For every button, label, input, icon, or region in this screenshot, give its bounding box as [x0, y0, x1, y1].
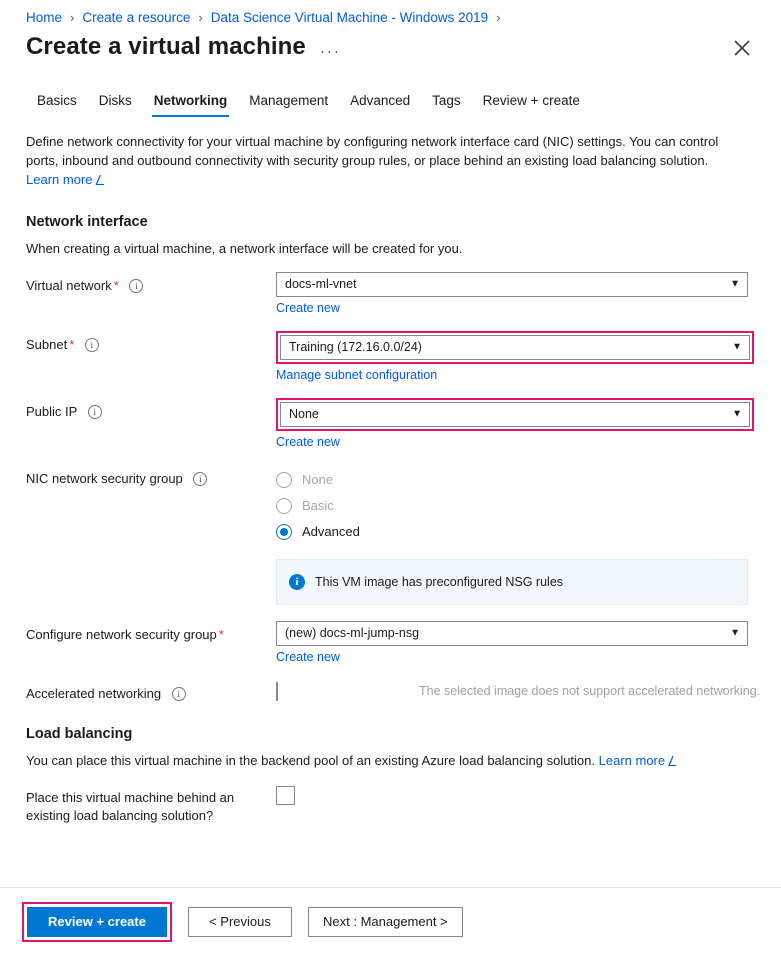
breadcrumb-separator: ›	[496, 10, 501, 25]
info-icon[interactable]: i	[193, 472, 207, 486]
tab-tags[interactable]: Tags	[432, 93, 461, 108]
public-ip-label-text: Public IP	[26, 403, 78, 419]
info-icon[interactable]: i	[88, 405, 102, 419]
place-behind-lb-checkbox[interactable]	[276, 786, 295, 805]
tab-review-create[interactable]: Review + create	[482, 93, 580, 108]
external-link-icon[interactable]: ⎳	[95, 174, 105, 186]
page-title: Create a virtual machine	[26, 33, 306, 60]
public-ip-create-new-wrap	[276, 435, 755, 449]
tab-bar	[0, 87, 781, 117]
radio-icon	[276, 498, 292, 514]
review-create-button[interactable]: Review + create	[27, 907, 167, 937]
footer-action-bar	[0, 887, 781, 955]
subnet-field	[276, 331, 755, 382]
virtual-network-label	[26, 272, 276, 295]
place-behind-lb-label: Place this virtual machine behind an existing load balancing solution?	[26, 790, 235, 823]
chevron-down-icon: ▼	[732, 341, 742, 353]
breadcrumb-separator: ›	[70, 10, 75, 25]
accelerated-networking-label-text: Accelerated networking	[26, 685, 162, 701]
chevron-down-icon: ▼	[732, 408, 742, 420]
virtual-network-create-new-wrap	[276, 301, 755, 315]
subnet-select[interactable]	[280, 335, 750, 360]
review-create-highlight	[22, 902, 172, 942]
configure-nsg-row	[26, 621, 755, 664]
accelerated-networking-note: The selected image does not support accelerated networking.	[419, 683, 761, 698]
nic-nsg-radio-group	[276, 465, 755, 545]
place-behind-lb-row	[26, 784, 755, 824]
more-options-button[interactable]: ···	[319, 42, 341, 60]
nic-nsg-option-advanced[interactable]	[276, 519, 755, 545]
public-ip-create-new-link[interactable]: Create new	[276, 434, 340, 449]
configure-nsg-value: (new) docs-ml-jump-nsg	[285, 626, 420, 641]
tab-advanced[interactable]: Advanced	[350, 93, 411, 108]
subnet-label-text: Subnet	[26, 336, 68, 352]
accelerated-networking-checkbox[interactable]	[276, 682, 278, 701]
radio-icon-selected	[276, 524, 292, 540]
next-management-button[interactable]: Next : Management >	[308, 907, 463, 937]
subnet-label	[26, 331, 276, 354]
nic-nsg-label	[26, 465, 276, 488]
info-icon[interactable]: i	[172, 687, 186, 701]
breadcrumb	[0, 0, 781, 29]
subnet-manage-wrap	[276, 368, 755, 382]
tab-management[interactable]: Management	[249, 93, 329, 108]
nic-nsg-label-text: NIC network security group	[26, 470, 183, 486]
info-icon[interactable]: i	[129, 279, 143, 293]
nsg-info-banner	[276, 559, 748, 605]
load-balancing-learn-more-link[interactable]: Learn more	[598, 753, 666, 769]
intro-text	[26, 133, 736, 190]
accelerated-networking-row	[26, 680, 761, 703]
virtual-network-select[interactable]	[276, 272, 748, 297]
configure-nsg-label	[26, 621, 276, 644]
virtual-network-value: docs-ml-vnet	[285, 277, 357, 292]
virtual-network-create-new-link[interactable]: Create new	[276, 300, 340, 315]
virtual-network-label-text: Virtual network	[26, 277, 112, 293]
nic-nsg-option-basic-label: Basic	[302, 498, 334, 514]
public-ip-highlight	[276, 398, 754, 431]
breadcrumb-separator: ›	[198, 10, 203, 25]
virtual-network-row	[26, 272, 755, 315]
required-asterisk: *	[69, 336, 75, 352]
subnet-highlight	[276, 331, 754, 364]
blade-body	[0, 133, 781, 824]
configure-nsg-field	[276, 621, 755, 664]
virtual-network-field	[276, 272, 755, 315]
configure-nsg-select[interactable]	[276, 621, 748, 646]
manage-subnet-configuration-link[interactable]: Manage subnet configuration	[276, 367, 438, 382]
tab-basics[interactable]: Basics	[37, 93, 77, 108]
intro-description: Define network connectivity for your virtual machine by configuring network interface card (NIC) settings. You can control ports, inbound and outbound connectivity with security group rules, or place behind an existing load balancing solution.	[26, 134, 719, 168]
accelerated-networking-field	[276, 680, 761, 701]
title-row	[0, 29, 781, 61]
breadcrumb-item-create-a-resource[interactable]: Create a resource	[82, 10, 191, 25]
required-asterisk: *	[218, 626, 224, 642]
public-ip-select[interactable]	[280, 402, 750, 427]
configure-nsg-create-new-wrap	[276, 650, 755, 664]
info-icon[interactable]: i	[85, 338, 99, 352]
external-link-icon[interactable]: ⎳	[668, 756, 677, 768]
network-interface-subtext: When creating a virtual machine, a network interface will be created for you.	[26, 240, 463, 256]
nic-nsg-option-none[interactable]	[276, 467, 755, 493]
intro-learn-more-link[interactable]: Learn more	[26, 171, 93, 187]
load-balancing-text	[26, 753, 755, 768]
breadcrumb-item-home[interactable]: Home	[26, 10, 63, 25]
subnet-row	[26, 331, 755, 382]
accelerated-networking-label	[26, 680, 276, 703]
place-behind-lb-field	[276, 784, 755, 808]
configure-nsg-create-new-link[interactable]: Create new	[276, 649, 340, 664]
info-icon: i	[289, 574, 305, 590]
nic-nsg-option-none-label: None	[302, 472, 334, 488]
chevron-down-icon: ▼	[730, 627, 740, 639]
close-icon[interactable]	[729, 35, 755, 61]
network-interface-heading: Network interface	[26, 213, 148, 230]
nic-nsg-option-advanced-label: Advanced	[302, 524, 360, 540]
radio-icon	[276, 472, 292, 488]
previous-button[interactable]: < Previous	[188, 907, 292, 937]
chevron-down-icon: ▼	[730, 278, 740, 290]
nsg-info-banner-text: This VM image has preconfigured NSG rules	[315, 574, 564, 589]
load-balancing-description: You can place this virtual machine in the backend pool of an existing Azure load balancing solution.	[26, 753, 596, 769]
required-asterisk: *	[113, 277, 119, 293]
public-ip-row	[26, 398, 755, 449]
load-balancing-heading: Load balancing	[26, 726, 133, 743]
public-ip-label	[26, 398, 276, 421]
subnet-value: Training (172.16.0.0/24)	[289, 340, 422, 355]
public-ip-value: None	[289, 407, 319, 422]
breadcrumb-item-dsvm[interactable]: Data Science Virtual Machine - Windows 2019	[210, 10, 489, 25]
public-ip-field	[276, 398, 755, 449]
nic-nsg-option-basic[interactable]	[276, 493, 755, 519]
configure-nsg-label-text: Configure network security group	[26, 626, 217, 642]
nic-nsg-row	[26, 465, 755, 545]
tab-disks[interactable]: Disks	[98, 93, 132, 108]
tab-networking[interactable]: Networking	[143, 87, 239, 117]
